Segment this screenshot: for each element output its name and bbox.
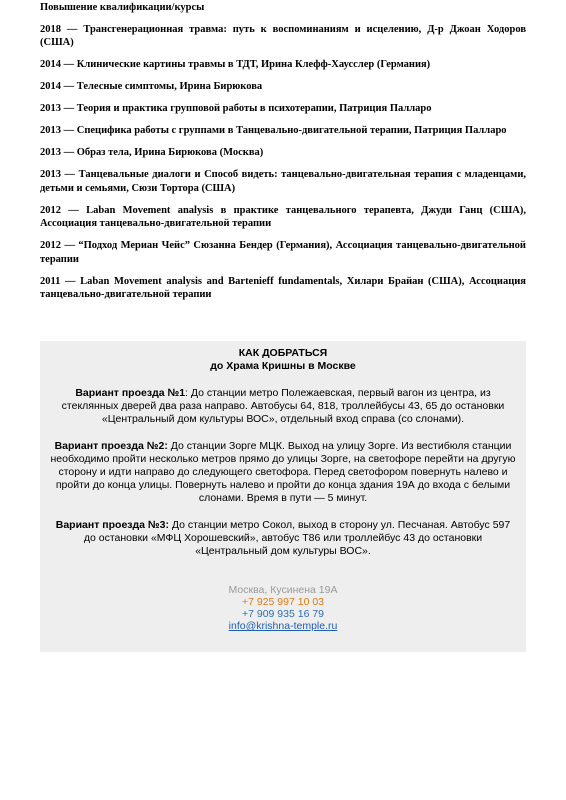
directions-subtitle: до Храма Кришны в Москве [210, 360, 356, 372]
course-item: 2013 — Образ тела, Ирина Бирюкова (Москва) [40, 147, 264, 158]
route-1-text: : До станции метро Полежаевская, первый вагон из центра, из стеклянных дверей два раза направо. Автобусы 64, 818, троллейбусы 43, 65 до остановки «Центральный дом культуры ВОС», отдельный вход справа (со слонами). [61, 387, 505, 425]
course-item: 2013 — Теория и практика групповой работы в психотерапии, Патриция Палларо [40, 103, 432, 114]
route-1 [50, 387, 516, 426]
directions-title: КАК ДОБРАТЬСЯ [238, 347, 328, 359]
email-link[interactable]: info@krishna-temple.ru [228, 620, 338, 632]
courses-section [40, 0, 526, 302]
course-item: 2011 — Laban Movement analysis and Bartenieff fundamentals, Хилари Брайан (США), Ассоциация танцевально-двигательной терапии [40, 275, 526, 300]
route-3-text: До станции метро Сокол, выход в сторону ул. Песчаная. Автобус 597 до остановки «МФЦ Хорошевский», автобус Т86 или троллейбус 43 до остановки «Центральный дом культуры ВОС». [83, 519, 511, 557]
phone-number-1[interactable]: +7 925 997 10 03 [241, 596, 325, 608]
course-item: 2018 — Трансгенерационная травма: путь к воспоминаниям и исцелению, Д-р Джоан Ходоров (США) [40, 23, 526, 48]
directions-panel [40, 341, 526, 652]
phone-number-2[interactable]: +7 909 935 16 79 [241, 608, 325, 620]
route-1-label: Вариант проезда №1 [75, 387, 186, 399]
contacts-block [50, 584, 516, 632]
course-item: 2013 — Танцевальные диалоги и Способ видеть: танцевально-двигательная терапия с младенцами, детьми и семьями, Сюзи Тортора (США) [40, 169, 526, 194]
course-item: 2014 — Телесные симптомы, Ирина Бирюкова [40, 81, 263, 92]
course-item: 2012 — Laban Movement analysis в практике танцевального терапевта, Джуди Ганц (США), Ассоциация танцевально-двигательной терапии [40, 204, 526, 229]
course-item: 2013 — Специфика работы с группами в Танцевально-двигательной терапии, Патриция Палларо [40, 125, 507, 136]
course-item: 2014 — Клинические картины травмы в ТДТ, Ирина Клефф-Хаусслер (Германия) [40, 59, 431, 70]
route-3-label: Вариант проезда №3: [55, 519, 169, 531]
route-2 [50, 440, 516, 505]
route-2-text: До станции Зорге МЦК. Выход на улицу Зорге. Из вестибюля станции необходимо пройти несколько метров прямо до улицы Зорге, на светофоре перейти на другую сторону и идти направо до следующего светофора. Перед светофором повернуть налево и пройти до конца улицы. Повернуть налево и пройти до конца здания 19А до входа с белыми слонами. Время в пути — 5 минут. [50, 440, 516, 504]
route-3 [50, 519, 516, 558]
course-item: 2012 — “Подход Мериан Чейс” Сюзанна Бендер (Германия), Ассоциация танцевально-двигательной терапии [40, 240, 526, 265]
route-2-label: Вариант проезда №2: [54, 440, 168, 452]
courses-heading: Повышение квалификации/курсы [40, 2, 205, 13]
address-text: Москва, Кусинена 19А [228, 584, 338, 596]
